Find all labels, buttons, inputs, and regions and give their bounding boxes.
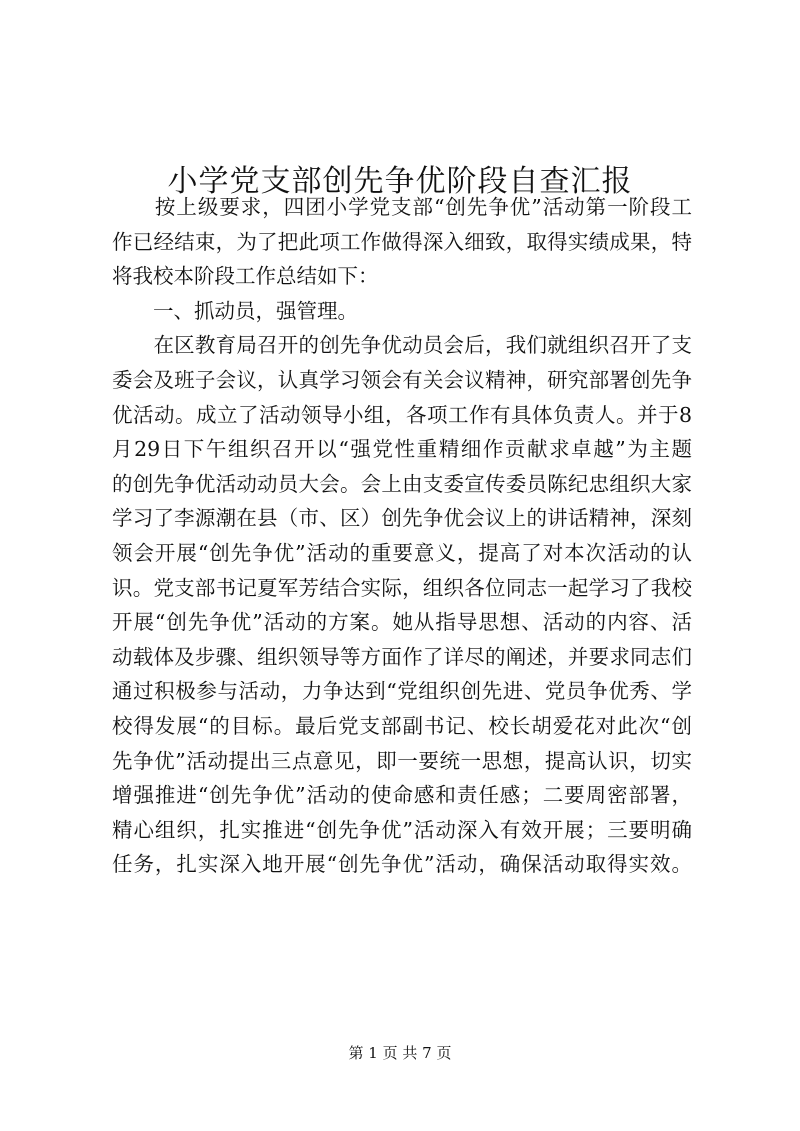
text-line: 优活动。成立了活动领导小组，各项工作有具体负责人。并于8 <box>112 402 692 427</box>
text-line: 先争优”活动提出三点意见，即一要统一思想，提高认识，切实 <box>112 748 692 773</box>
text-line: 将我校本阶段工作总结如下： <box>112 264 379 289</box>
text-line: 的创先争优活动动员大会。会上由支委宣传委员陈纪忠组织大家 <box>112 471 692 496</box>
document-body <box>112 190 692 882</box>
text-line: 通过积极参与活动，力争达到“党组织创先进、党员争优秀、学 <box>112 679 692 704</box>
text-line: 动载体及步骤、组织领导等方面作了详尽的阐述，并要求同志们 <box>112 644 692 669</box>
text-line: 作已经结束，为了把此项工作做得深入细致，取得实绩成果，特 <box>112 229 692 254</box>
text-line: 领会开展“创先争优”活动的重要意义，提高了对本次活动的认 <box>112 540 692 565</box>
text-line: 精心组织，扎实推进“创先争优”活动深入有效开展；三要明确 <box>112 817 692 842</box>
document-title: 小学党支部创先争优阶段自查汇报 <box>167 164 633 200</box>
text-line: 识。党支部书记夏军芳结合实际，组织各位同志一起学习了我校 <box>112 575 692 600</box>
text-line: 学习了李源潮在县（市、区）创先争优会议上的讲话精神，深刻 <box>112 506 692 531</box>
text-line: 开展“创先争优”活动的方案。她从指导思想、活动的内容、活 <box>112 610 692 635</box>
text-line: 在区教育局召开的创先争优动员会后，我们就组织召开了支 <box>112 333 692 358</box>
page-number-footer: 第 1 页 共 7 页 <box>348 1044 452 1062</box>
text-line: 增强推进“创先争优”活动的使命感和责任感；二要周密部署， <box>112 783 692 808</box>
text-line: 任务，扎实深入地开展“创先争优”活动，确保活动取得实效。 <box>112 852 692 877</box>
text-line: 委会及班子会议，认真学习领会有关会议精神，研究部署创先争 <box>112 367 692 392</box>
text-line: 月29日下午组织召开以“强党性重精细作贡献求卓越”为主题 <box>112 437 692 462</box>
text-line: 校得发展“的目标。最后党支部副书记、校长胡爱花对此次“创 <box>112 713 692 738</box>
section-heading: 一、抓动员，强管理。 <box>112 298 358 323</box>
text-line: 按上级要求，四团小学党支部“创先争优”活动第一阶段工 <box>112 195 692 219</box>
